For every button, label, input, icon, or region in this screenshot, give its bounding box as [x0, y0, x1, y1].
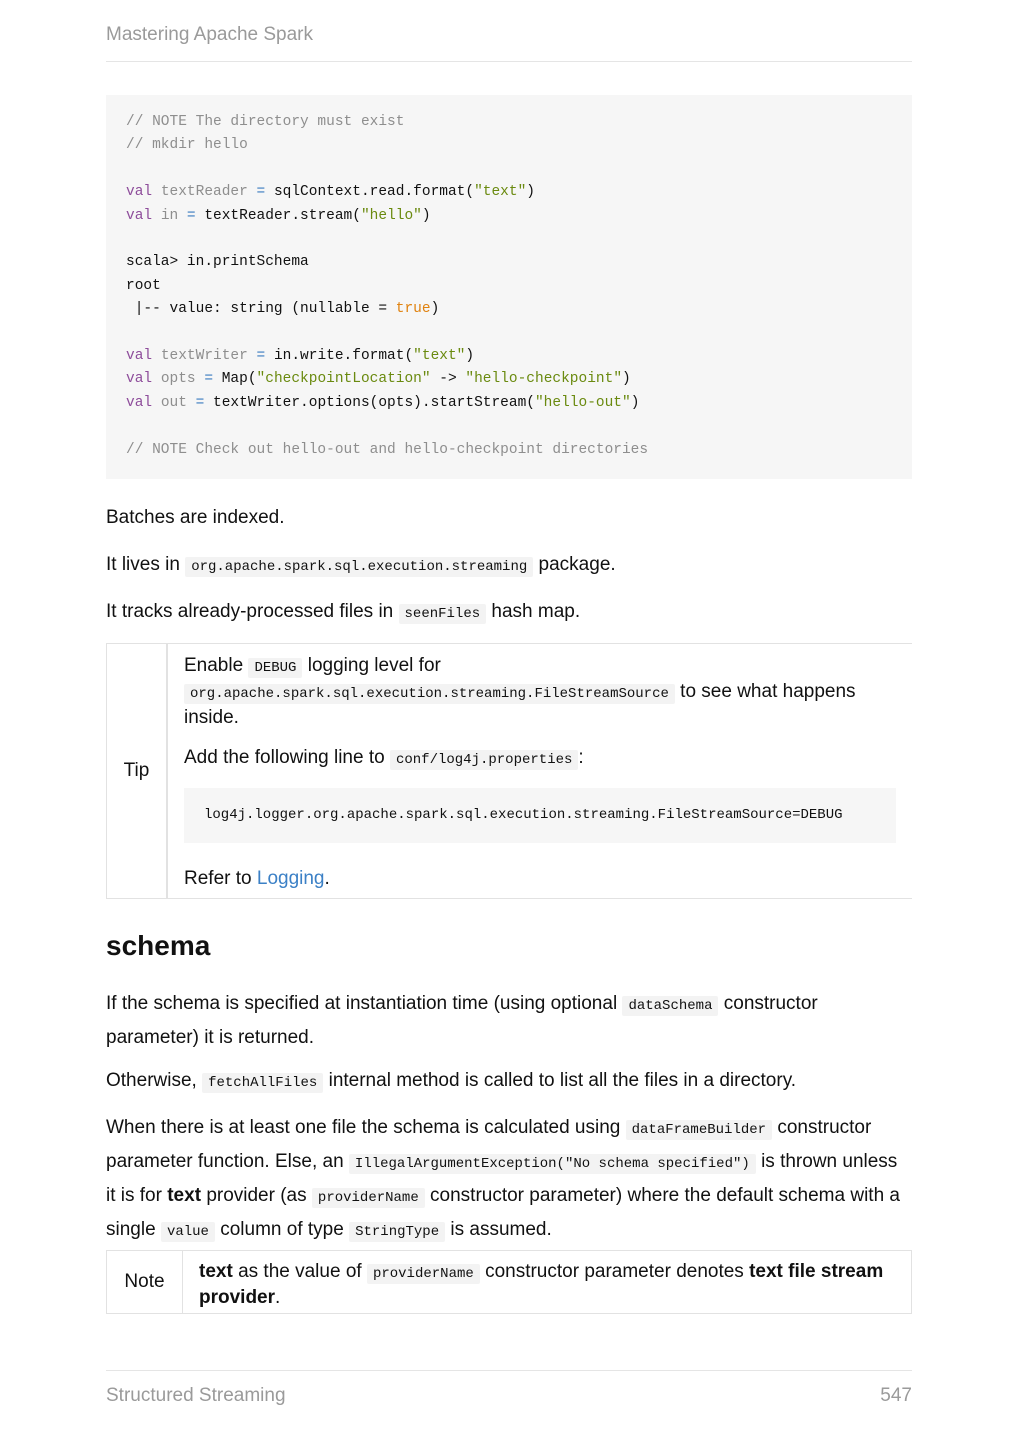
text: :	[578, 747, 584, 768]
text: constructor parameter function. Else, an	[106, 1117, 872, 1172]
text: provider (as	[206, 1185, 307, 1206]
keyword: val	[126, 371, 153, 388]
text: constructor parameter) where the default schema with a single	[106, 1185, 900, 1240]
paragraph-schema-2	[106, 1065, 912, 1099]
string: "hello-checkpoint"	[465, 371, 623, 388]
code-text: )	[630, 394, 640, 411]
inline-code: IllegalArgumentException("No schema specified")	[349, 1154, 756, 1174]
boolean: true	[395, 301, 431, 318]
bold-text: text	[199, 1261, 233, 1282]
section-heading: schema	[106, 930, 211, 961]
string: "text"	[474, 184, 527, 201]
identifier: textWriter	[160, 348, 248, 365]
code-line: root	[126, 277, 161, 294]
text: constructor parameter) it is returned.	[106, 993, 818, 1048]
keyword: val	[126, 207, 153, 224]
code-text: ->	[430, 371, 466, 388]
code-text: sqlContext.read.format(	[273, 184, 475, 201]
keyword: val	[126, 184, 153, 201]
code-text: textWriter.options(opts).startStream(	[213, 394, 535, 411]
code-line: scala> in.printSchema	[126, 254, 309, 271]
tip-label: Tip	[107, 644, 168, 898]
tip-code-block: log4j.logger.org.apache.spark.sql.execution.streaming.FileStreamSource=DEBUG	[184, 788, 896, 843]
inline-code: value	[161, 1222, 215, 1242]
paragraph-batches	[106, 502, 912, 533]
text: It lives in	[106, 554, 180, 575]
inline-code: dataSchema	[622, 996, 718, 1016]
paragraph-schema-3	[106, 1112, 912, 1248]
text: is thrown unless it is for	[106, 1151, 898, 1206]
string: "hello-out"	[534, 394, 631, 411]
code-text: )	[526, 184, 535, 201]
paragraph-seenfiles	[106, 596, 912, 630]
text: package.	[538, 554, 616, 575]
note-label: Note	[107, 1251, 183, 1313]
inline-code: seenFiles	[399, 604, 487, 624]
text: Enable	[184, 655, 244, 676]
text: Batches are indexed.	[106, 507, 285, 528]
text: internal method is called to list all the files in a directory.	[328, 1070, 797, 1091]
text: constructor parameter denotes	[485, 1261, 744, 1282]
inline-code: org.apache.spark.sql.execution.streaming	[185, 557, 533, 577]
text: is assumed.	[450, 1219, 552, 1240]
paragraph-package	[106, 549, 912, 583]
inline-code: providerName	[312, 1188, 425, 1208]
page-footer	[106, 1370, 912, 1411]
text: to see what happens inside.	[184, 681, 856, 728]
operator: =	[204, 371, 214, 388]
code-text: textReader.stream(	[204, 207, 361, 224]
code-text: )	[465, 348, 475, 365]
identifier: out	[160, 394, 187, 411]
inline-code: StringType	[349, 1222, 445, 1242]
operator: =	[186, 207, 196, 224]
text: logging level for	[307, 655, 441, 676]
operator: =	[195, 394, 205, 411]
string: "hello"	[360, 207, 422, 224]
string: "checkpointLocation"	[256, 371, 431, 388]
text: Otherwise,	[106, 1070, 197, 1091]
identifier: in	[160, 207, 179, 224]
identifier: opts	[160, 371, 196, 388]
text: Refer to	[184, 868, 252, 889]
inline-code: fetchAllFiles	[202, 1073, 323, 1093]
inline-code: dataFrameBuilder	[626, 1120, 772, 1140]
text: .	[324, 868, 330, 889]
code-line: // NOTE Check out hello-out and hello-checkpoint directories	[126, 441, 649, 458]
text: When there is at least one file the schema is calculated using	[106, 1117, 621, 1138]
keyword: val	[126, 394, 153, 411]
operator: =	[256, 348, 266, 365]
string: "text"	[413, 348, 466, 365]
operator: =	[256, 184, 266, 201]
note-content	[183, 1251, 911, 1313]
page-header	[106, 24, 912, 62]
logging-link[interactable]: Logging	[256, 868, 325, 889]
code-text: )	[430, 301, 440, 318]
code-line: // mkdir hello	[126, 137, 248, 154]
inline-code: conf/log4j.properties	[390, 750, 578, 770]
code-text: )	[421, 207, 431, 224]
keyword: val	[126, 348, 153, 365]
text: as the value of	[238, 1261, 362, 1282]
book-title: Mastering Apache Spark	[106, 24, 314, 45]
text: It tracks already-processed files in	[106, 601, 394, 622]
text: column of type	[220, 1219, 344, 1240]
text: hash map.	[491, 601, 581, 622]
note-admonition	[106, 1250, 912, 1314]
code-line: // NOTE The directory must exist	[126, 114, 405, 130]
tip-admonition	[106, 643, 912, 899]
inline-code: org.apache.spark.sql.execution.streaming.FileStreamSource	[184, 684, 675, 704]
text: If the schema is specified at instantiation time (using optional	[106, 993, 618, 1014]
tip-line	[184, 867, 896, 890]
paragraph-schema-1	[106, 988, 912, 1053]
bold-text: text	[167, 1185, 202, 1206]
text: .	[275, 1287, 281, 1308]
identifier: textReader	[160, 184, 248, 201]
code-block	[106, 95, 912, 479]
code-text: |-- value: string (nullable =	[126, 301, 396, 318]
tip-line	[184, 654, 896, 729]
tip-content	[168, 644, 912, 898]
text: Add the following line to	[184, 747, 385, 768]
code-text: Map(	[221, 371, 257, 388]
code-text: )	[622, 371, 631, 388]
inline-code: providerName	[367, 1264, 480, 1284]
inline-code: DEBUG	[248, 658, 302, 678]
chapter-title: Structured Streaming	[106, 1385, 286, 1406]
page-number: 547	[880, 1385, 912, 1406]
tip-line	[184, 746, 896, 772]
bold-text: text file stream provider	[199, 1261, 884, 1308]
code-text: in.write.format(	[273, 348, 414, 365]
